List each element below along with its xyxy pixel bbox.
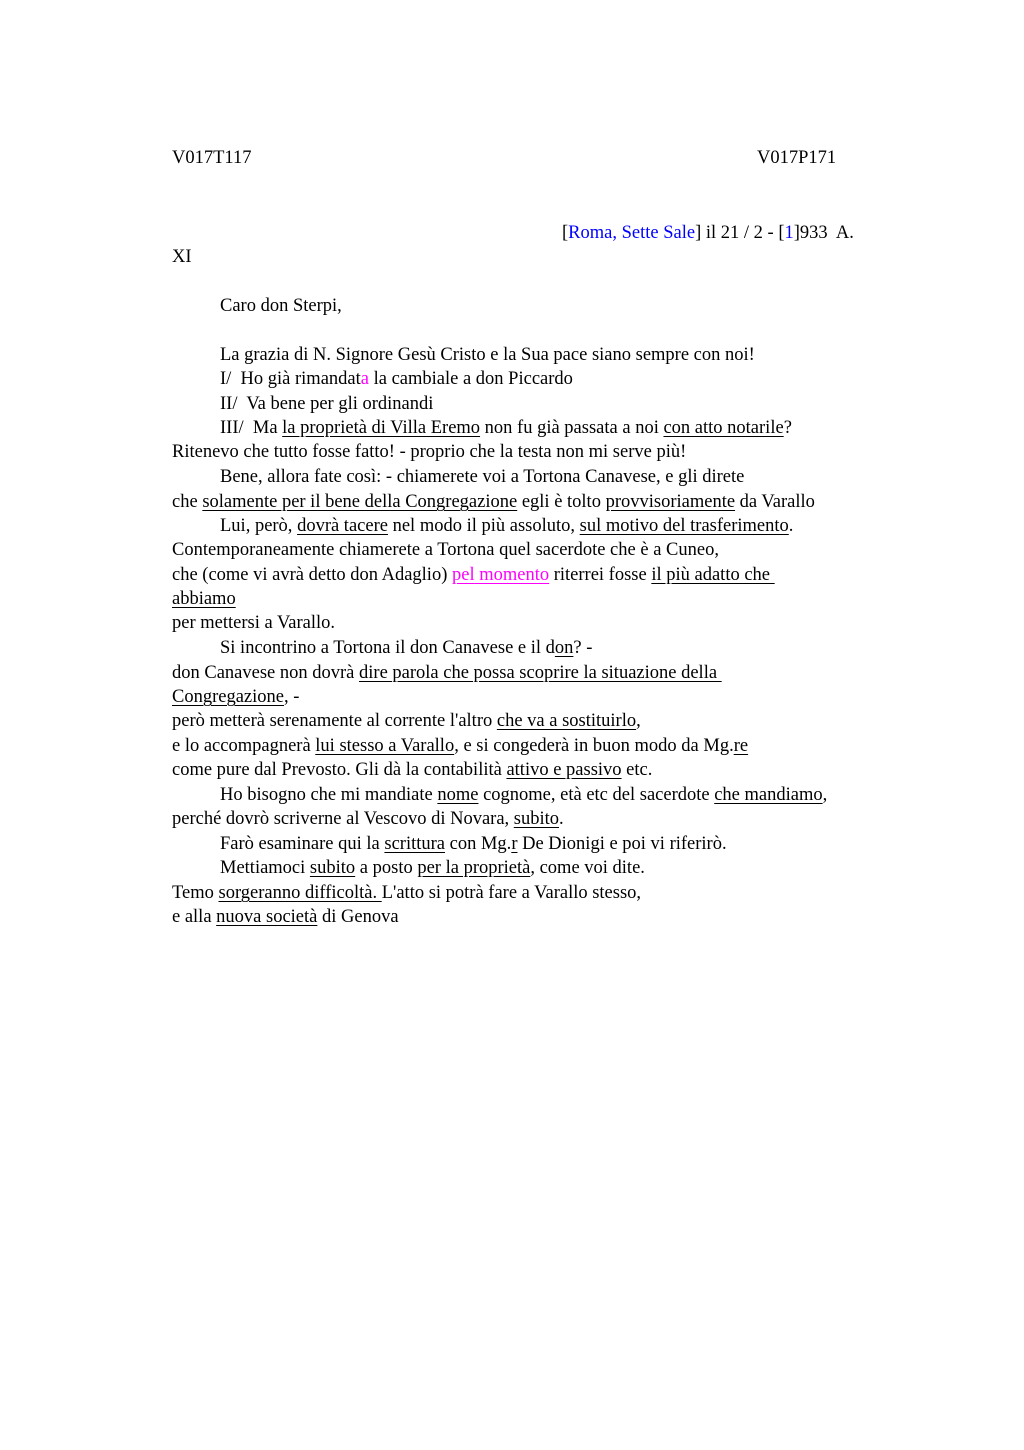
text-run: De Dionigi e poi vi riferirò. <box>517 834 727 854</box>
text-run: da Varallo <box>735 492 815 512</box>
underlined-text: sorgeranno difficoltà. <box>218 883 382 903</box>
underlined-text: con atto notarile <box>663 418 784 438</box>
text-run: III/ Ma <box>220 418 283 438</box>
text-run: Lui, però, <box>220 516 298 536</box>
letter-line <box>172 758 652 782</box>
text-run: egli è tolto <box>517 492 606 512</box>
dateline-wrap: XI <box>172 247 192 267</box>
letter-line <box>172 685 299 709</box>
date-tail: ]933 A. <box>793 223 854 243</box>
salutation: Caro don Sterpi, <box>220 296 342 316</box>
underlined-text: on <box>554 638 574 658</box>
text-run: Si incontrino a Tortona il don Canavese e il d <box>220 638 555 658</box>
text-run: Ho bisogno che mi mandiate <box>220 785 438 805</box>
letter-line <box>220 856 645 880</box>
text-run: perché dovrò scriverne al Vescovo di Novara, <box>172 809 514 829</box>
letter-line <box>172 807 564 831</box>
text-run: cognome, età etc del sacerdote <box>478 785 715 805</box>
letter-line <box>220 367 573 391</box>
underlined-text: abbiamo <box>172 589 236 609</box>
text-run: ? <box>783 418 792 438</box>
letter-line <box>172 881 641 905</box>
letter-line <box>172 490 815 514</box>
underlined-text: lui stesso a Varallo <box>315 736 455 756</box>
text-run: . <box>788 516 794 536</box>
letter-line <box>220 832 727 856</box>
underlined-text: il più adatto che <box>651 565 775 585</box>
letter-line <box>172 905 399 929</box>
place-name: Roma, Sette Sale <box>568 223 696 243</box>
text-run: . <box>559 809 564 829</box>
underlined-text: dovrà tacere <box>297 516 388 536</box>
document-code-left: V017T117 <box>172 148 252 168</box>
letter-line <box>172 563 775 587</box>
text-run: e lo accompagnerà <box>172 736 316 756</box>
underlined-text: che mandiamo <box>714 785 823 805</box>
letter-line <box>220 636 592 660</box>
text-run: I/ Ho già rimandat <box>220 369 361 389</box>
underlined-text: la proprietà di Villa Eremo <box>282 418 481 438</box>
text-run: riterrei fosse <box>549 565 652 585</box>
underlined-text: provvisoriamente <box>605 492 736 512</box>
underlined-text: solamente per il bene della Congregazione <box>202 492 518 512</box>
text-run: Temo <box>172 883 219 903</box>
text-run: che (come vi avrà detto don Adaglio) <box>172 565 452 585</box>
letter-line <box>220 514 793 538</box>
text-run: L'atto si potrà fare a Varallo stesso, <box>381 883 642 903</box>
underlined-text: attivo e passivo <box>506 760 622 780</box>
text-run: ? - <box>573 638 593 658</box>
year-digit: 1 <box>784 223 794 243</box>
text-run: Farò esaminare qui la <box>220 834 385 854</box>
text-run: con Mg. <box>445 834 512 854</box>
underlined-text: Congregazione <box>172 687 284 707</box>
dateline <box>562 221 854 245</box>
letter-line <box>220 783 827 807</box>
underlined-text: dire parola che possa scoprire la situazione della <box>359 663 722 683</box>
text-run: non fu già passata a noi <box>480 418 664 438</box>
letter-line: La grazia di N. Signore Gesù Cristo e la Sua pace siano sempre con noi! <box>220 345 755 365</box>
underlined-text: sul motivo del trasferimento <box>579 516 789 536</box>
underlined-text: per la proprietà <box>417 858 531 878</box>
letter-line <box>172 709 641 733</box>
letter-line: II/ Va bene per gli ordinandi <box>220 394 434 414</box>
letter-line <box>172 587 236 611</box>
text-run: però metterà serenamente al corrente l'altro <box>172 711 497 731</box>
letter-line: Contemporaneamente chiamerete a Tortona quel sacerdote che è a Cuneo, <box>172 540 719 560</box>
correction-mark: momento <box>474 565 550 585</box>
text-run: , e si congederà in buon modo da Mg. <box>454 736 734 756</box>
text-run: , - <box>284 687 300 707</box>
text-run: nel modo il più assoluto, <box>387 516 580 536</box>
letter-line: Bene, allora fate così: - chiamerete voi a Tortona Canavese, e gli direte <box>220 467 745 487</box>
document-code-right: V017P171 <box>757 148 837 168</box>
text-run: e alla <box>172 907 217 927</box>
letter-line <box>172 661 722 685</box>
underlined-text: re <box>733 736 749 756</box>
underlined-text: nome <box>437 785 479 805</box>
underlined-text: subito <box>309 858 356 878</box>
bracket-open: [ <box>562 223 569 243</box>
underlined-text: r <box>511 834 518 854</box>
correction-mark: a <box>360 369 369 389</box>
date-text: ] il 21 / 2 - [ <box>695 223 785 243</box>
text-run: Mettiamoci <box>220 858 310 878</box>
underlined-text: nuova società <box>216 907 318 927</box>
correction-mark: pel <box>451 565 475 585</box>
underlined-text: scrittura <box>384 834 446 854</box>
text-run: , <box>822 785 828 805</box>
text-run: etc. <box>621 760 653 780</box>
text-run: che <box>172 492 203 512</box>
text-run: come pure dal Prevosto. Gli dà la contabilità <box>172 760 507 780</box>
text-run: a posto <box>355 858 418 878</box>
letter-line <box>172 734 748 758</box>
text-run: di Genova <box>317 907 399 927</box>
underlined-text: che va a sostituirlo <box>496 711 637 731</box>
text-run: , come voi dite. <box>530 858 645 878</box>
text-run: la cambiale a don Piccardo <box>368 369 573 389</box>
text-run: don Canavese non dovrà <box>172 663 360 683</box>
underlined-text: subito <box>513 809 560 829</box>
letter-line: per mettersi a Varallo. <box>172 613 336 633</box>
letter-line: Ritenevo che tutto fosse fatto! - proprio che la testa non mi serve più! <box>172 442 687 462</box>
letter-line <box>220 416 792 440</box>
text-run: , <box>636 711 641 731</box>
